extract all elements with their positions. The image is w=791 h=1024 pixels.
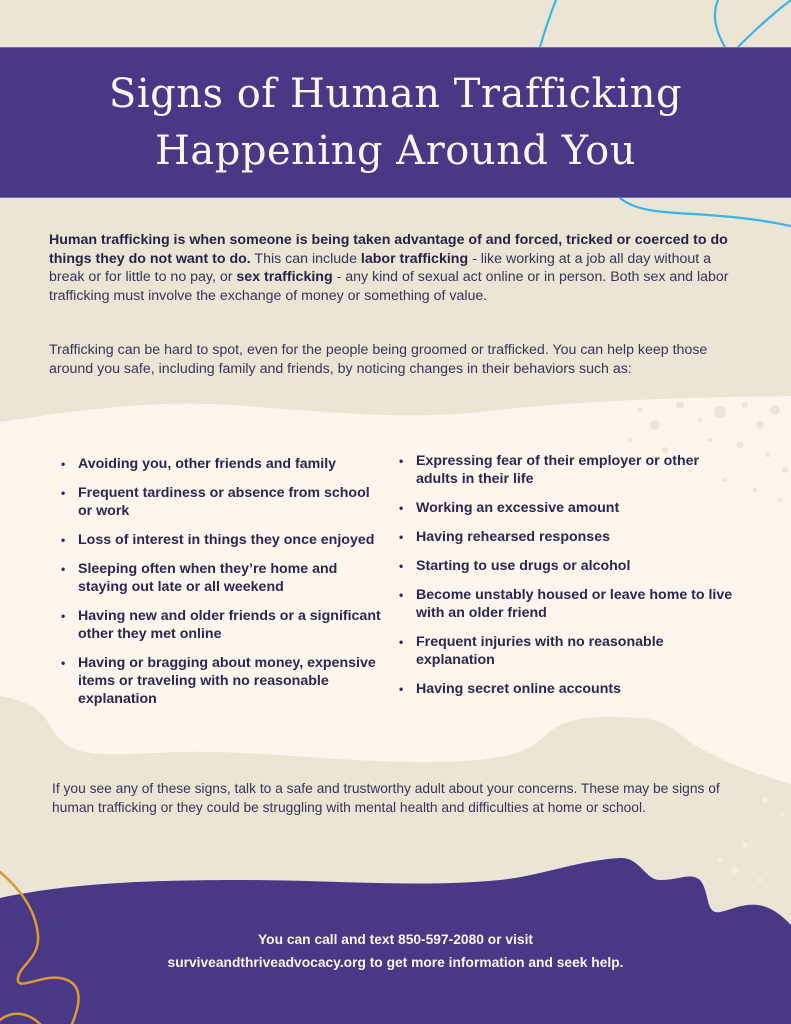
intro-paragraph xyxy=(49,231,729,305)
bullet-icon: • xyxy=(61,486,66,500)
bullet-icon: • xyxy=(61,609,66,623)
sign-text: Frequent tardiness or absence from school or work xyxy=(78,485,370,519)
bullet-icon: • xyxy=(399,530,404,544)
list-item xyxy=(61,654,381,708)
title-line-1: Signs of Human Trafficking xyxy=(108,70,683,117)
intro-text-3: - any kind of sexual act online or in person. Both sex and labor trafficking must involve the exchange of money or something of value. xyxy=(49,269,729,304)
sign-text: Become unstably housed or leave home to live with an older friend xyxy=(416,587,733,621)
sign-text: Having or bragging about money, expensive items or traveling with no reasonable explanation xyxy=(78,655,376,707)
list-item xyxy=(399,557,744,575)
sign-text: Avoiding you, other friends and family xyxy=(78,456,337,472)
sex-trafficking-term: sex trafficking xyxy=(236,269,333,285)
contact-line-website: surviveandthriveadvocacy.org to get more information and seek help. xyxy=(167,955,624,970)
sign-text: Having rehearsed responses xyxy=(416,529,610,545)
sign-text: Working an excessive amount xyxy=(416,500,620,516)
labor-trafficking-term: labor trafficking xyxy=(360,250,469,267)
list-item xyxy=(61,531,381,549)
list-item xyxy=(399,452,744,488)
intro-text-1: This can include xyxy=(250,250,361,267)
sign-text: Having new and older friends or a significant other they met online xyxy=(78,608,381,642)
closing-paragraph: If you see any of these signs, talk to a safe and trustworthy adult about your concerns. These may be signs of human trafficking or they could be struggling with mental health and difficulties at home or school. xyxy=(52,781,720,815)
title-banner xyxy=(0,47,791,198)
list-item xyxy=(399,586,744,622)
contact-line-phone: You can call and text 850-597-2080 or visit xyxy=(257,932,534,947)
spotting-paragraph: Trafficking can be hard to spot, even for the people being groomed or trafficked. You can help keep those around you safe, including family and friends, by noticing changes in their behaviors such as: xyxy=(49,342,708,377)
page-title xyxy=(109,66,682,180)
list-item xyxy=(399,499,744,517)
sign-text: Starting to use drugs or alcohol xyxy=(416,558,631,574)
bullet-icon: • xyxy=(61,457,66,471)
bullet-icon: • xyxy=(399,682,404,696)
bullet-icon: • xyxy=(61,533,66,547)
list-item xyxy=(61,607,381,643)
list-item xyxy=(399,633,744,669)
sign-text: Frequent injuries with no reasonable explanation xyxy=(416,634,664,668)
sign-text: Sleeping often when they’re home and staying out late or all weekend xyxy=(78,561,338,595)
signs-list-right xyxy=(399,452,744,709)
bullet-icon: • xyxy=(61,562,66,576)
sign-text: Having secret online accounts xyxy=(416,681,621,697)
sign-text: Loss of interest in things they once enjoyed xyxy=(78,532,375,548)
list-item xyxy=(61,560,381,596)
list-item xyxy=(399,528,744,546)
sign-text: Expressing fear of their employer or other adults in their life xyxy=(416,453,700,487)
bullet-icon: • xyxy=(399,635,404,649)
bullet-icon: • xyxy=(399,588,404,602)
contact-info xyxy=(0,928,791,974)
bullet-icon: • xyxy=(399,501,404,515)
bullet-icon: • xyxy=(61,656,66,670)
intro-text-2: - like working at a job all day without a break or for little to no pay, or xyxy=(49,250,712,285)
title-line-2: Happening Around You xyxy=(155,127,636,174)
list-item xyxy=(61,455,381,473)
bullet-icon: • xyxy=(399,454,404,468)
definition-lead: Human trafficking is when someone is being taken advantage of and forced, tricked or coerced to do things they do not want to do. xyxy=(49,232,728,267)
bullet-icon: • xyxy=(399,559,404,573)
signs-list-left xyxy=(61,455,381,719)
list-item xyxy=(399,680,744,698)
list-item xyxy=(61,484,381,520)
